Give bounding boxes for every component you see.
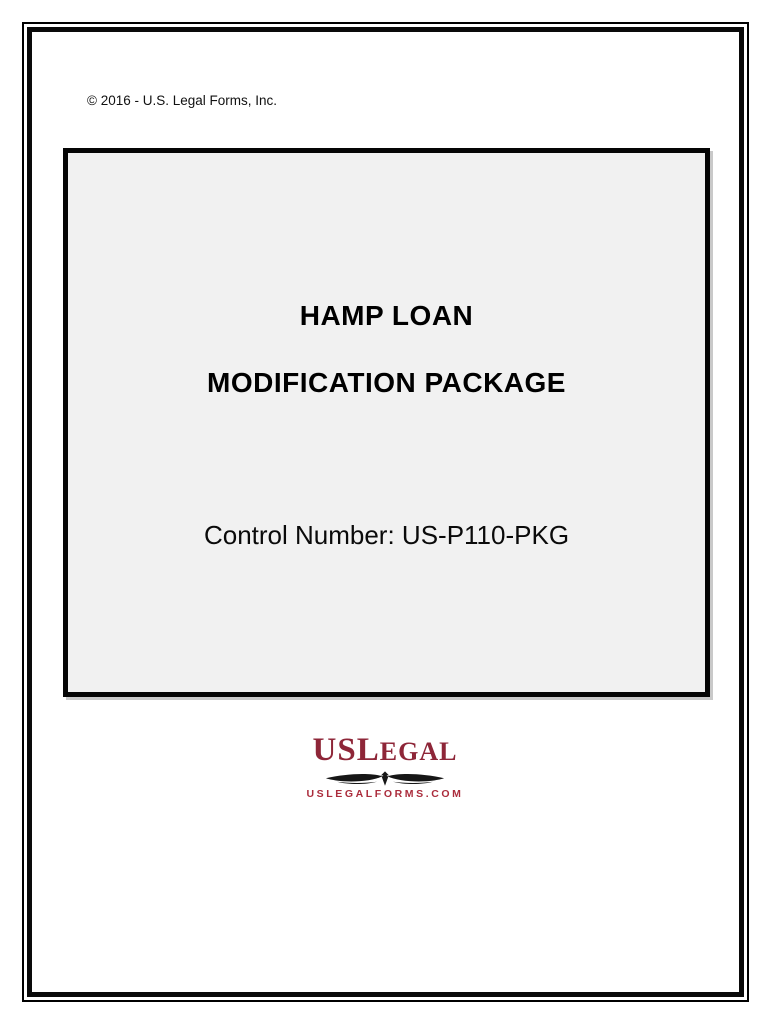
wordmark-large-letters: USL xyxy=(312,732,380,768)
document-title-line1: HAMP LOAN xyxy=(299,300,474,331)
copyright-notice: © 2016 - U.S. Legal Forms, Inc. xyxy=(87,93,278,108)
uslegal-domain-text: USLEGALFORMS.COM xyxy=(306,788,464,800)
document-title-line2: MODIFICATION PACKAGE xyxy=(207,367,566,398)
control-number: Control Number: US-P110-PKG xyxy=(203,520,570,550)
title-box xyxy=(63,148,710,697)
uslegal-wordmark xyxy=(0,732,770,774)
wordmark-small-letters: EGAL xyxy=(379,737,458,766)
uslegal-logo xyxy=(0,732,770,800)
